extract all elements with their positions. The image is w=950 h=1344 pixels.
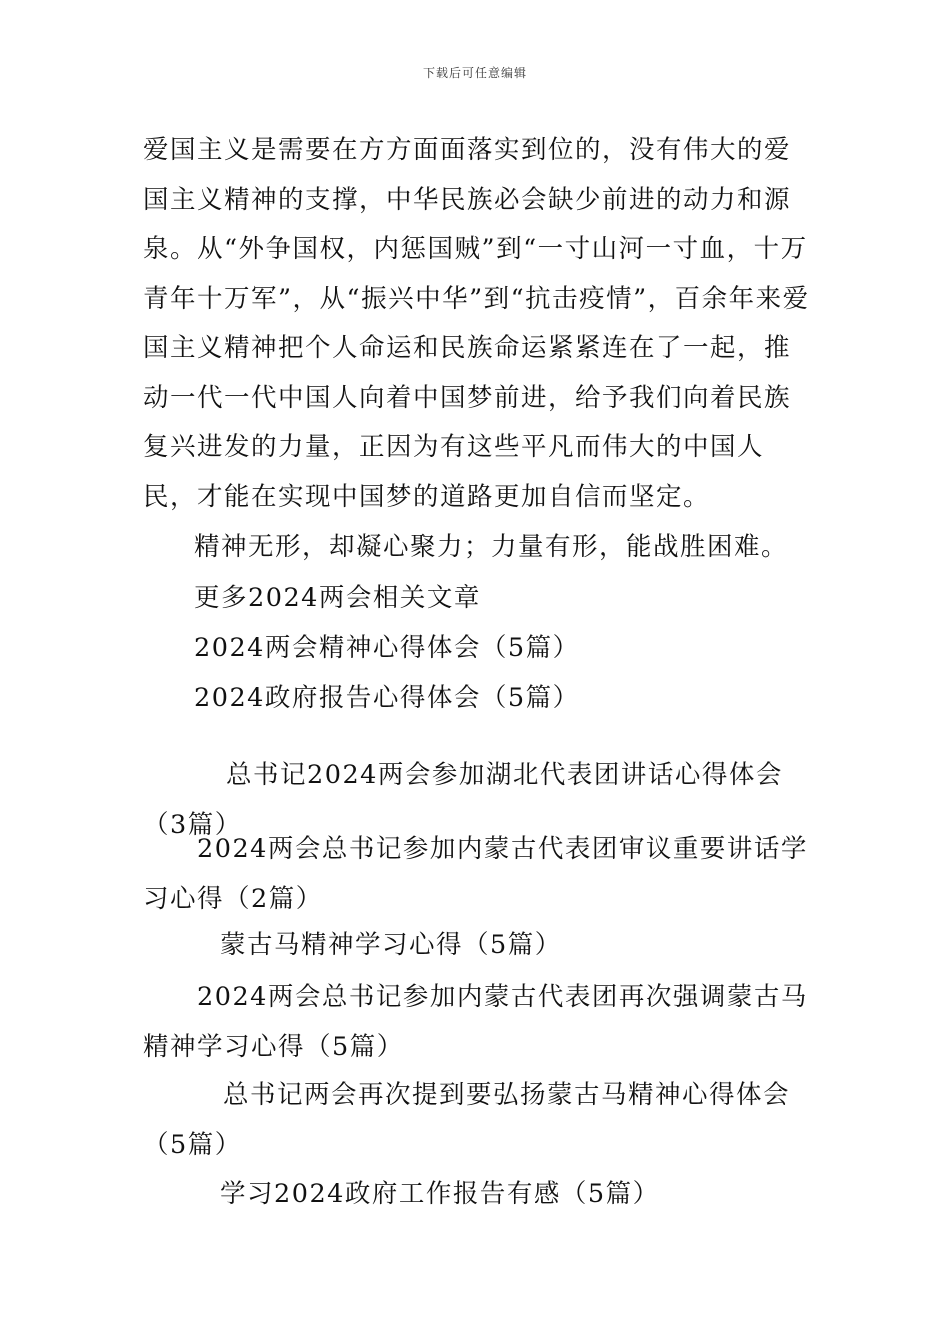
related-link-6[interactable]: 2024两会总书记参加内蒙古代表团再次强调蒙古马精神学习心得（5篇） [143, 982, 808, 1062]
related-link-3[interactable]: 总书记2024两会参加湖北代表团讲话心得体会（3篇） [143, 760, 783, 840]
body-paragraph-patriotism: 爱国主义是需要在方方面面落实到位的，没有伟大的爱国主义精神的支撑，中华民族必会缺少前进的动力和源泉。从“外争国权，内惩国贼”到“一寸山河一寸血，十万青年十万军”，从“振兴中华”到“抗击疫情”，百余年来爱国主义精神把个人命运和民族命运紧紧连在了一起，推动一代一代中国人向着中国梦前进，给予我们向着民族复兴进发的力量，正因为有这些平凡而伟大的中国人民，才能在实现中国梦的道路更加自信而坚定。 [143, 135, 810, 512]
related-link-5[interactable]: 蒙古马精神学习心得（5篇） [220, 930, 562, 960]
related-link-8[interactable]: 学习2024政府工作报告有感（5篇） [220, 1179, 660, 1209]
related-articles-heading: 更多2024两会相关文章 [194, 583, 481, 613]
page-header-note: 下载后可任意编辑 [422, 66, 527, 80]
body-paragraph-spirit: 精神无形，却凝心聚力；力量有形，能战胜困难。 [194, 532, 789, 562]
related-link-1[interactable]: 2024两会精神心得体会（5篇） [194, 633, 580, 663]
related-link-7[interactable]: 总书记两会再次提到要弘扬蒙古马精神心得体会（5篇） [143, 1080, 791, 1160]
related-link-4[interactable]: 2024两会总书记参加内蒙古代表团审议重要讲话学习心得（2篇） [143, 834, 808, 914]
related-link-2[interactable]: 2024政府报告心得体会（5篇） [194, 683, 580, 713]
